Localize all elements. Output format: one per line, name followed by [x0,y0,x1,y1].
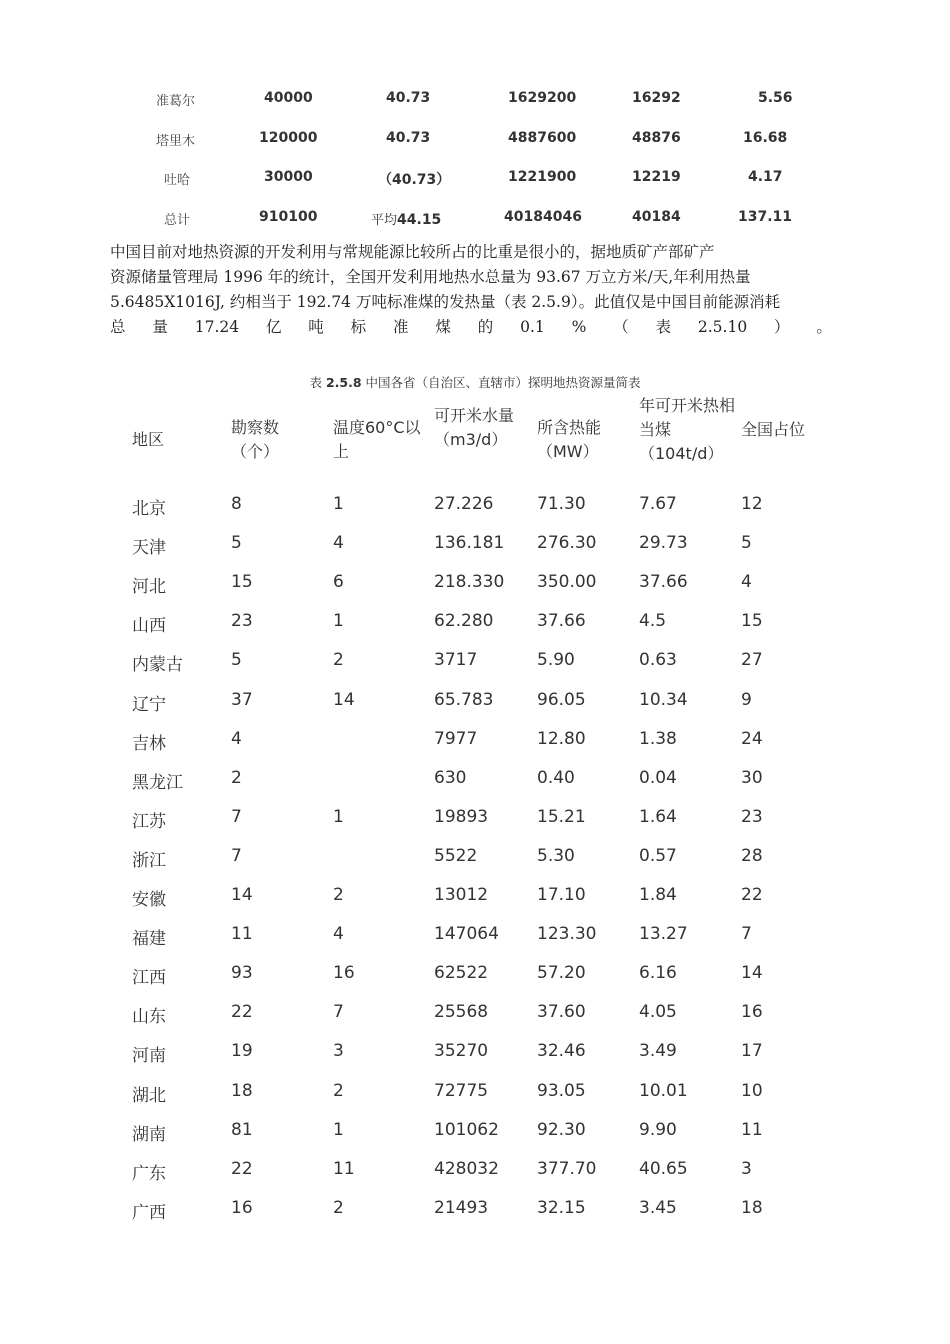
header-water: 可开米水量（m3/d） [434,406,515,449]
cell-count: 37 [231,690,253,710]
cell-coal: 7.67 [639,494,677,514]
cell-water: 428032 [434,1159,499,1179]
cell-coal: 9.90 [639,1120,677,1140]
cell-temp: 2 [333,1198,344,1218]
cell-rank: 23 [741,807,763,827]
cell-water: 72775 [434,1081,489,1101]
cell-rank: 18 [741,1198,763,1218]
cell-region: 山东 [132,1007,166,1027]
cell-heat: 57.20 [537,963,586,983]
cell-temp: 3 [333,1041,344,1061]
paragraph-token: 总 [110,318,126,336]
summary-cell: 16.68 [743,130,788,146]
cell-count: 22 [231,1002,253,1022]
paragraph-token: （ [613,318,629,336]
paragraph-token: 量 [152,318,168,336]
cell-water: 62.280 [434,611,494,631]
cell-coal: 29.73 [639,533,688,553]
table-row [0,885,950,911]
cell-coal: 1.84 [639,885,677,905]
cell-water: 136.181 [434,533,505,553]
cell-heat: 17.10 [537,885,586,905]
paragraph-token: 。 [816,318,832,336]
cell-heat: 71.30 [537,494,586,514]
header-heat: 所含热能（MW） [537,418,602,461]
cell-coal: 10.01 [639,1081,688,1101]
paragraph-token: 煤 [435,318,451,336]
paragraph-token: 2.5.10 [697,318,748,336]
cell-heat: 93.05 [537,1081,586,1101]
average-value: 44.15 [397,212,442,228]
table-row [0,650,950,676]
cell-heat: 12.80 [537,729,586,749]
cell-count: 5 [231,533,242,553]
caption-text: 中国各省（自治区、直辖市）探明地热资源量简表 [365,375,641,390]
cell-heat: 350.00 [537,572,597,592]
cell-rank: 16 [741,1002,763,1022]
table-row [0,1120,950,1146]
cell-region: 广西 [132,1203,166,1223]
header-region: 地区 [132,430,165,449]
cell-rank: 17 [741,1041,763,1061]
cell-count: 2 [231,768,242,788]
summary-cell-average [371,209,441,228]
cell-rank: 30 [741,768,763,788]
summary-cell: 40184046 [504,209,582,225]
cell-heat: 92.30 [537,1120,586,1140]
cell-water: 3717 [434,650,478,670]
paragraph-token: 的 [477,318,494,336]
cell-region: 吉林 [132,734,166,754]
caption-number: 2.5.8 [325,375,362,390]
cell-count: 7 [231,807,242,827]
summary-cell: 40.73 [386,130,431,146]
cell-count: 23 [231,611,253,631]
table-row [0,533,950,559]
cell-heat: 276.30 [537,533,597,553]
cell-count: 7 [231,846,242,866]
cell-heat: 123.30 [537,924,597,944]
cell-temp: 4 [333,924,344,944]
cell-coal: 3.45 [639,1198,677,1218]
cell-water: 65.783 [434,690,494,710]
cell-rank: 14 [741,963,763,983]
cell-region: 内蒙古 [132,655,183,675]
cell-count: 14 [231,885,253,905]
table-row [0,611,950,637]
paragraph-line: 资源储量管理局 1996 年的统计，全国开发利用地热水总量为 93.67 万立方米/天,年利用热量 [110,268,751,286]
cell-water: 19893 [434,807,489,827]
summary-row [0,169,950,191]
cell-count: 93 [231,963,253,983]
summary-row [0,130,950,152]
cell-region: 河北 [132,577,166,597]
cell-coal: 1.38 [639,729,677,749]
cell-rank: 12 [741,494,763,514]
cell-heat: 5.90 [537,650,575,670]
cell-rank: 4 [741,572,752,592]
paragraph-line-justified [110,315,832,340]
cell-count: 18 [231,1081,253,1101]
cell-count: 4 [231,729,242,749]
cell-water: 27.226 [434,494,494,514]
caption-prefix: 表 [309,375,322,390]
summary-cell: 30000 [264,169,313,185]
table-row [0,924,950,950]
cell-heat: 37.60 [537,1002,586,1022]
cell-temp: 7 [333,1002,344,1022]
paragraph-token: % [571,318,587,336]
cell-coal: 3.49 [639,1041,677,1061]
cell-heat: 15.21 [537,807,586,827]
cell-coal: 1.64 [639,807,677,827]
cell-rank: 28 [741,846,763,866]
cell-rank: 24 [741,729,763,749]
cell-count: 5 [231,650,242,670]
cell-water: 13012 [434,885,489,905]
cell-coal: 10.34 [639,690,688,710]
cell-temp: 1 [333,494,344,514]
summary-cell: 4887600 [508,130,577,146]
cell-count: 15 [231,572,253,592]
cell-water: 25568 [434,1002,489,1022]
cell-coal: 37.66 [639,572,688,592]
summary-cell: 48876 [632,130,681,146]
cell-temp: 6 [333,572,344,592]
header-rank: 全国占位 [741,420,806,439]
cell-coal: 0.57 [639,846,677,866]
cell-temp: 16 [333,963,355,983]
cell-water: 101062 [434,1120,499,1140]
cell-rank: 3 [741,1159,752,1179]
cell-temp: 1 [333,611,344,631]
summary-cell: 1221900 [508,169,577,185]
table-row [0,807,950,833]
cell-temp: 1 [333,807,344,827]
cell-region: 安徽 [132,890,166,910]
summary-cell: 4.17 [748,169,783,185]
cell-water: 147064 [434,924,499,944]
cell-water: 218.330 [434,572,505,592]
cell-coal: 13.27 [639,924,688,944]
cell-region: 江苏 [132,812,166,832]
cell-region: 天津 [132,538,166,558]
cell-count: 81 [231,1120,253,1140]
cell-region: 北京 [132,499,166,519]
table-row [0,494,950,520]
cell-region: 辽宁 [132,695,166,715]
cell-coal: 6.16 [639,963,677,983]
summary-cell: 137.11 [738,209,793,225]
cell-rank: 10 [741,1081,763,1101]
paragraph-token: 0.1 [520,318,545,336]
paragraph-line: 5.6485X1016J, 约相当于 192.74 万吨标准煤的发热量（表 2.5.9）。此值仅是中国目前能源消耗 [110,293,781,311]
summary-cell-name: 准葛尔 [156,94,196,109]
cell-region: 浙江 [132,851,166,871]
summary-cell: 12219 [632,169,681,185]
cell-region: 福建 [132,929,166,949]
cell-water: 630 [434,768,467,788]
cell-rank: 27 [741,650,763,670]
average-prefix: 平均 [371,213,398,228]
cell-region: 广东 [132,1164,166,1184]
table-row [0,1198,950,1224]
body-paragraph [110,240,832,340]
table-row [0,729,950,755]
summary-cell-name: 吐哈 [164,173,191,188]
summary-cell: 1629200 [508,90,577,106]
table-row [0,1002,950,1028]
cell-rank: 9 [741,690,752,710]
cell-region: 湖北 [132,1086,166,1106]
summary-cell: 40184 [632,209,681,225]
cell-heat: 96.05 [537,690,586,710]
cell-water: 21493 [434,1198,489,1218]
table-row [0,1081,950,1107]
cell-region: 江西 [132,968,166,988]
summary-cell: 5.56 [758,90,793,106]
cell-region: 山西 [132,616,166,636]
cell-heat: 32.46 [537,1041,586,1061]
summary-row [0,90,950,112]
cell-heat: 32.15 [537,1198,586,1218]
summary-cell: 120000 [259,130,318,146]
paragraph-token: 吨 [308,318,324,336]
table-row [0,1159,950,1185]
summary-cell: 40000 [264,90,313,106]
paragraph-token: ） [774,318,790,336]
cell-coal: 0.63 [639,650,677,670]
cell-temp: 1 [333,1120,344,1140]
cell-temp: 14 [333,690,355,710]
cell-heat: 37.66 [537,611,586,631]
summary-cell: 910100 [259,209,318,225]
cell-temp: 2 [333,650,344,670]
cell-heat: 5.30 [537,846,575,866]
cell-coal: 0.04 [639,768,677,788]
summary-row [0,209,950,231]
cell-count: 16 [231,1198,253,1218]
cell-water: 62522 [434,963,489,983]
summary-cell: （40.73） [378,172,451,188]
header-count: 勘察数（个） [231,418,280,461]
cell-count: 11 [231,924,253,944]
cell-water: 7977 [434,729,478,749]
cell-rank: 22 [741,885,763,905]
summary-cell: 16292 [632,90,681,106]
cell-rank: 15 [741,611,763,631]
cell-rank: 7 [741,924,752,944]
cell-region: 河南 [132,1046,166,1066]
cell-count: 19 [231,1041,253,1061]
table-row [0,1041,950,1067]
cell-temp: 11 [333,1159,355,1179]
table-row [0,572,950,598]
paragraph-token: 准 [393,318,409,336]
paragraph-token: 亿 [265,318,282,336]
summary-cell-name: 总计 [164,213,191,228]
cell-water: 35270 [434,1041,489,1061]
cell-coal: 4.5 [639,611,667,631]
cell-coal: 4.05 [639,1002,677,1022]
cell-temp: 4 [333,533,344,553]
cell-region: 黑龙江 [132,773,183,793]
cell-heat: 377.70 [537,1159,597,1179]
cell-temp: 2 [333,1081,344,1101]
cell-rank: 11 [741,1120,763,1140]
cell-heat: 0.40 [537,768,575,788]
cell-rank: 5 [741,533,752,553]
paragraph-token: 表 [655,318,672,336]
paragraph-token: 17.24 [194,318,240,336]
cell-water: 5522 [434,846,478,866]
table-row [0,963,950,989]
table-row [0,768,950,794]
cell-region: 湖南 [132,1125,166,1145]
cell-count: 22 [231,1159,253,1179]
cell-temp: 2 [333,885,344,905]
header-coal: 年可开米热相当煤（104t/d） [639,396,735,463]
cell-count: 8 [231,494,242,514]
table-row [0,846,950,872]
paragraph-line: 中国目前对地热资源的开发利用与常规能源比较所占的比重是很小的，据地质矿产部矿产 [110,243,715,261]
header-temp: 温度60°C以上 [333,418,421,461]
summary-cell-name: 塔里木 [156,134,196,149]
paragraph-token: 标 [350,318,367,336]
summary-cell: 40.73 [386,90,431,106]
cell-coal: 40.65 [639,1159,688,1179]
table-caption [0,373,950,391]
table-row [0,690,950,716]
